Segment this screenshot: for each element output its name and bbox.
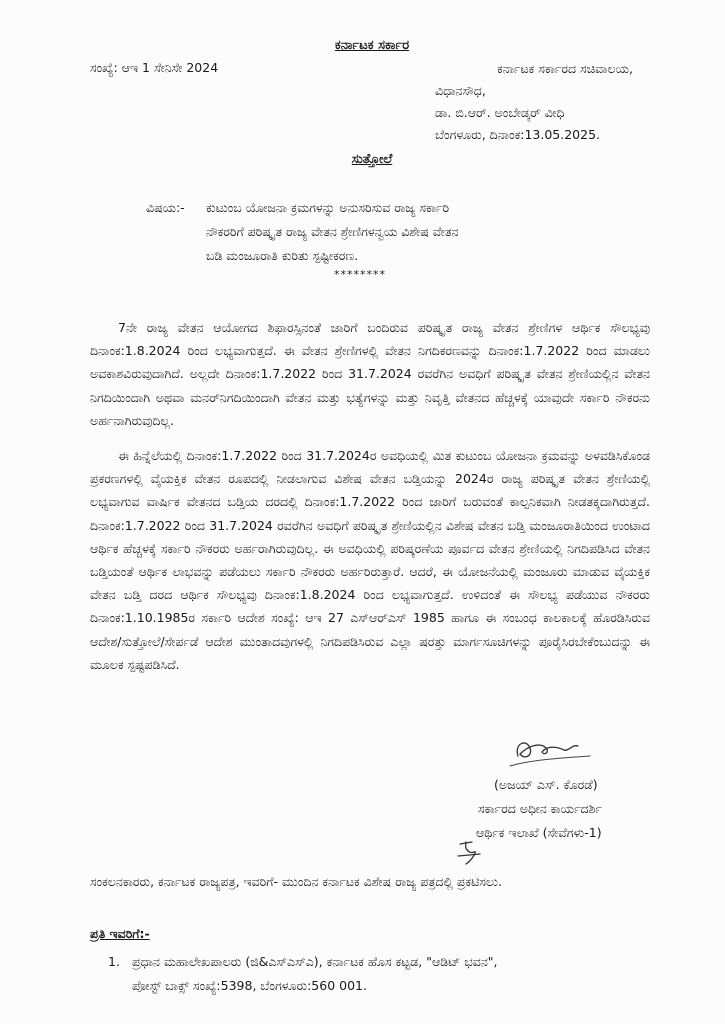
body-paragraph-2	[90, 444, 650, 676]
copy-to-heading: ಪ್ರತಿ ಇವರಿಗೆ:-	[90, 926, 150, 941]
signatory-designation: ಸರ್ಕಾರದ ಅಧೀನ ಕಾರ್ಯದರ್ಶಿ	[478, 801, 602, 816]
copy-item	[132, 950, 672, 998]
initial-mark	[452, 838, 486, 870]
paragraph-text: ಈ ಹಿನ್ನೆಲೆಯಲ್ಲಿ ದಿನಾಂಕ:1.7.2022 ರಿಂದ 31.7.2024ರ ಅವಧಿಯಲ್ಲಿ ಮಿತ ಕುಟುಂಬ ಯೋಜನಾ ಕ್ರಮವನ್ನು ಅಳವಡಿಸಿಕೊಂಡ ಪ್ರಕರಣಗಳಲ್ಲಿ ವೈಯಕ್ತಿಕ ವೇತನ ರೂಪದಲ್ಲಿ ನೀಡಲಾಗುವ ವಿಶೇಷ ವೇತನ ಬಡ್ತಿಯನ್ನು 2024ರ ರಾಜ್ಯ ಪರಿಷ್ಕೃತ ವೇತನ ಶ್ರೇಣಿಯಲ್ಲಿ ಲಭ್ಯವಾಗುವ ವಾರ್ಷಿಕ ವೇತನದ ಬಡ್ತಿಯ ದರದಲ್ಲಿ ದಿನಾಂಕ:1.7.2022 ರಿಂದ ಜಾರಿಗೆ ಬರುವಂತೆ ಕಾಲ್ಪನಿಕವಾಗಿ ನೀಡತಕ್ಕದಾಗಿರುತ್ತದೆ. ದಿನಾಂಕ:1.7.2022 ರಿಂದ 31.7.2024 ರವರೆಗಿನ ಅವಧಿಗೆ ಪರಿಷ್ಕೃತ ಶ್ರೇಣಿಯಲ್ಲಿನ ವಿಶೇಷ ವೇತನ ಬಡ್ತಿ ಮಂಜೂರಾತಿಯಿಂದ ಉಂಟಾದ ಆರ್ಥಿಕ ಹೆಚ್ಚಳಕ್ಕೆ ಸರ್ಕಾರಿ ನೌಕರರು ಅರ್ಹರಾಗಿರುವುದಿಲ್ಲ. ಈ ಅವಧಿಯಲ್ಲಿ ಪರಿಷ್ಕರಣೆಯ ಪೂರ್ವದ ವೇತನ ಶ್ರೇಣಿಯಲ್ಲಿ ನಿಗದಿಪಡಿಸಿದ ವೇತನ ಬಡ್ತಿಯಂತೆ ಆರ್ಥಿಕ ಲಾಭವನ್ನು ಪಡೆಯಲು ಸರ್ಕಾರಿ ನೌಕರರು ಅರ್ಹರಿರುತ್ತಾರೆ. ಆದರೆ, ಈ ಯೋಜನೆಯಲ್ಲಿ ಮಂಜೂರು ಮಾಡುವ ವೈಯಕ್ತಿಕ ವೇತನ ಬಡ್ತಿ ದರದ ಆರ್ಥಿಕ ಸೌಲಭ್ಯವು ದಿನಾಂಕ:1.8.2024 ರಿಂದ ಲಭ್ಯವಾಗುತ್ತದೆ. ಉಳಿದಂತೆ ಈ ಸೌಲಭ್ಯ ಪಡೆಯುವ ನೌಕರರು ದಿನಾಂಕ:1.10.1985ರ ಸರ್ಕಾರಿ ಆದೇಶ ಸಂಖ್ಯೆ: ಆಇ 27 ಎಸ್‌ಆರ್‌ಎಸ್ 1985 ಹಾಗೂ ಈ ಸಂಬಂಧ ಕಾಲಕಾಲಕ್ಕೆ ಹೊರಡಿಸಿರುವ ಆದೇಶ/ಸುತ್ತೋಲೆ/ಸೇರ್ಪಡೆ ಆದೇಶ ಮುಂತಾದವುಗಳಲ್ಲಿ ನಿಗದಿಪಡಿಸಿರುವ ಎಲ್ಲಾ ಷರತ್ತು ಮಾರ್ಗಸೂಚಿಗಳನ್ನು ಪೂರೈಸಿರಬೇಕೆಂಬುದನ್ನು ಈ ಮೂಲಕ ಸ್ಪಷ್ಟಪಡಿಸಿದೆ.	[90, 448, 650, 672]
subject-line: ನೌಕರರಿಗೆ ಪರಿಷ್ಕೃತ ರಾಜ್ಯ ವೇತನ ಶ್ರೇಣಿಗಳನ್ವಯ ವಿಶೇಷ ವೇತನ	[206, 224, 459, 239]
copy-item-line: ಪೋಸ್ಟ್ ಬಾಕ್ಸ್ ಸಂಖ್ಯೆ:5398, ಬೆಂಗಳೂರು:560 001.	[132, 978, 367, 993]
copy-item-number: 1.	[108, 954, 120, 969]
paragraph-text: 7ನೇ ರಾಜ್ಯ ವೇತನ ಆಯೋಗದ ಶಿಫಾರಸ್ಸಿನಂತೆ ಜಾರಿಗೆ ಬಂದಿರುವ ಪರಿಷ್ಕೃತ ರಾಜ್ಯ ವೇತನ ಶ್ರೇಣಿಗಳ ಆರ್ಥಿಕ ಸೌಲಭ್ಯವು ದಿನಾಂಕ:1.8.2024 ರಿಂದ ಲಭ್ಯವಾಗುತ್ತದೆ. ಈ ವೇತನ ಶ್ರೇಣಿಗಳಲ್ಲಿ ವೇತನ ನಿಗದಿಕರಣವನ್ನು ದಿನಾಂಕ:1.7.2022 ರಿಂದ ಮಾಡಲು ಅವಕಾಶವಿರುವುದಾಗಿದೆ. ಅಲ್ಲದೇ ದಿನಾಂಕ:1.7.2022 ರಿಂದ 31.7.2024 ರವರೆಗಿನ ಅವಧಿಗೆ ಪರಿಷ್ಕೃತ ವೇತನ ಶ್ರೇಣಿಯಲ್ಲಿನ ವೇತನ ನಿಗದಿಯಿಂದಾಗಿ ಅಥವಾ ಮನರ್‌ನಿಗದಿಯಿಂದಾಗಿ ವೇತನ ಮತ್ತು ಭತ್ಯೆಗಳನ್ನು ಮತ್ತು ನಿವೃತ್ತಿ ವೇತನದ ಹೆಚ್ಚಳಕ್ಕೆ ಯಾವುದೇ ಸರ್ಕಾರಿ ನೌಕರನು ಅರ್ಹನಾಗಿರುವುದಿಲ್ಲ.	[90, 320, 650, 428]
copy-item-line: ಪ್ರಧಾನ ಮಹಾಲೇಖಪಾಲರು (ಜಿ&ಎಸ್‌ಎಸ್‌ಎ), ಕರ್ನಾಟಕ ಹೊಸ ಕಟ್ಟಡ, "ಆಡಿಟ್ ಭವನ",	[132, 954, 498, 969]
signatory-name: (ಅಜಯ್ ಎಸ್. ಕೊರಡೆ)	[494, 777, 598, 792]
subject-line: ಬಡಿ ಮಂಜೂರಾತಿ ಕುರಿತು ಸ್ಪಷ್ಟೀಕರಣ.	[206, 248, 359, 263]
address-line: ಕರ್ನಾಟಕ ಸರ್ಕಾರದ ಸಚಿವಾಲಯ,	[497, 61, 633, 76]
signatory-department: ಆರ್ಥಿಕ ಇಲಾಖೆ (ಸೇವೆಗಳು-1)	[476, 825, 602, 840]
office-address	[373, 58, 633, 146]
separator-stars: ********	[334, 268, 386, 281]
document-title: ಸುತ್ತೋಲೆ	[351, 152, 393, 167]
subject-line: ಕುಟುಂಬ ಯೋಜನಾ ಕ್ರಮಗಳನ್ನು ಅನುಸರಿಸುವ ರಾಜ್ಯ ಸರ್ಕಾರಿ	[206, 200, 450, 215]
address-line: ವಿಧಾನಸೌಧ,	[435, 83, 486, 98]
order-number: ಸಂಖ್ಯೆ: ಆಇ 1 ಸೇನಿಸೇ 2024	[90, 60, 219, 75]
subject-label: ವಿಷಯ:-	[146, 200, 185, 215]
body-paragraph-1	[90, 316, 650, 432]
government-heading: ಕರ್ನಾಟಕ ಸರ್ಕಾರ	[334, 38, 410, 53]
signature-image	[500, 726, 600, 776]
compiler-line: ಸಂಕಲನಕಾರರು, ಕರ್ನಾಟಕ ರಾಜ್ಯಪತ್ರ, ಇವರಿಗೆ- ಮುಂದಿನ ಕರ್ನಾಟಕ ವಿಶೇಷ ರಾಜ್ಯ ಪತ್ರದಲ್ಲಿ ಪ್ರಕಟಿಸಲು.	[90, 874, 502, 889]
address-line: ಡಾ. ಬಿ.ಆರ್. ಅಂಬೇಡ್ಕರ್ ವೀಧಿ	[435, 105, 565, 120]
subject-text	[206, 196, 626, 268]
address-date-line: ಬೆಂಗಳೂರು, ದಿನಾಂಕ:13.05.2025.	[435, 127, 600, 142]
